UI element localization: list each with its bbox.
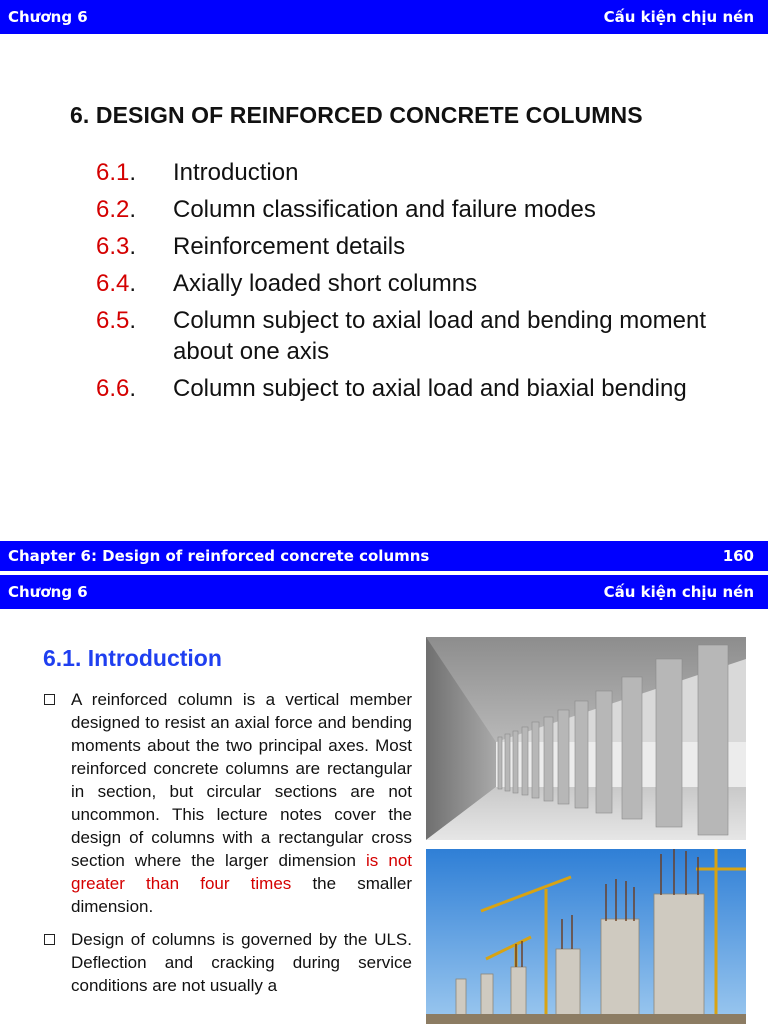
toc-text: Reinforcement details [173,233,406,260]
page-number: 160 [722,547,754,565]
bullet-text: the smaller dimension. [71,874,412,916]
section-title: 6.1. Introduction [43,645,222,671]
toc-text: Axially loaded short columns [173,270,478,297]
checkbox-bullet-icon [44,694,55,705]
checkbox-bullet-icon [44,934,55,945]
bullet-list [44,688,412,1007]
toc-number: 6.6 [96,375,130,402]
chapter-topic: Cấu kiện chịu nén [603,583,754,601]
footer-bar [0,541,768,571]
bullet-item [44,928,412,997]
toc-item[interactable]: 6.4. Axially loaded short columns [96,268,706,299]
chapter-label: Chương 6 [8,583,88,601]
bullet-text: A reinforced column is a vertical member designed to resist an axial force and bending moments about the two principal axes. Most reinforced concrete columns are rectangular in section, but circular sections are not uncommon. This lecture notes cover the design of columns with a rectangular cross section where the larger dimension [71,690,412,870]
toc-item[interactable]: 6.6. Column subject to axial load and biaxial bending [96,373,706,404]
toc-item[interactable]: 6.1. Introduction [96,157,706,188]
bullet-item [44,688,412,918]
highlighted-text: is not greater than four times [71,851,412,893]
toc-number: 6.1 [96,159,130,186]
table-of-contents [96,157,706,410]
toc-number: 6.3 [96,233,130,260]
chapter-topic: Cấu kiện chịu nén [603,8,754,26]
toc-number: 6.5 [96,307,130,334]
concrete-column-interior-photo [426,637,746,840]
toc-number: 6.4 [96,270,130,297]
toc-item[interactable]: 6.3. Reinforcement details [96,231,706,262]
header-bar [0,0,768,34]
toc-text: Column classification and failure modes [173,196,596,223]
toc-item[interactable]: 6.5. Column subject to axial load and bending moment about one axis [96,307,706,365]
bullet-text: Design of columns is governed by the ULS. Deflection and cracking during service conditions are not usually a [71,930,412,995]
toc-text: Column subject to axial load and biaxial bending [173,375,687,402]
toc-item[interactable]: 6.2. Column classification and failure modes [96,194,706,225]
toc-text: Column subject to axial load and bending moment about one axis [173,307,706,365]
footer-chapter-title: Chapter 6: Design of reinforced concrete columns [8,547,430,565]
toc-text: Introduction [173,159,299,186]
header-bar [0,575,768,609]
construction-site-columns-photo [426,849,746,1024]
slide-title: 6. DESIGN OF REINFORCED CONCRETE COLUMNS [70,102,643,128]
chapter-label: Chương 6 [8,8,88,26]
toc-number: 6.2 [96,196,130,223]
